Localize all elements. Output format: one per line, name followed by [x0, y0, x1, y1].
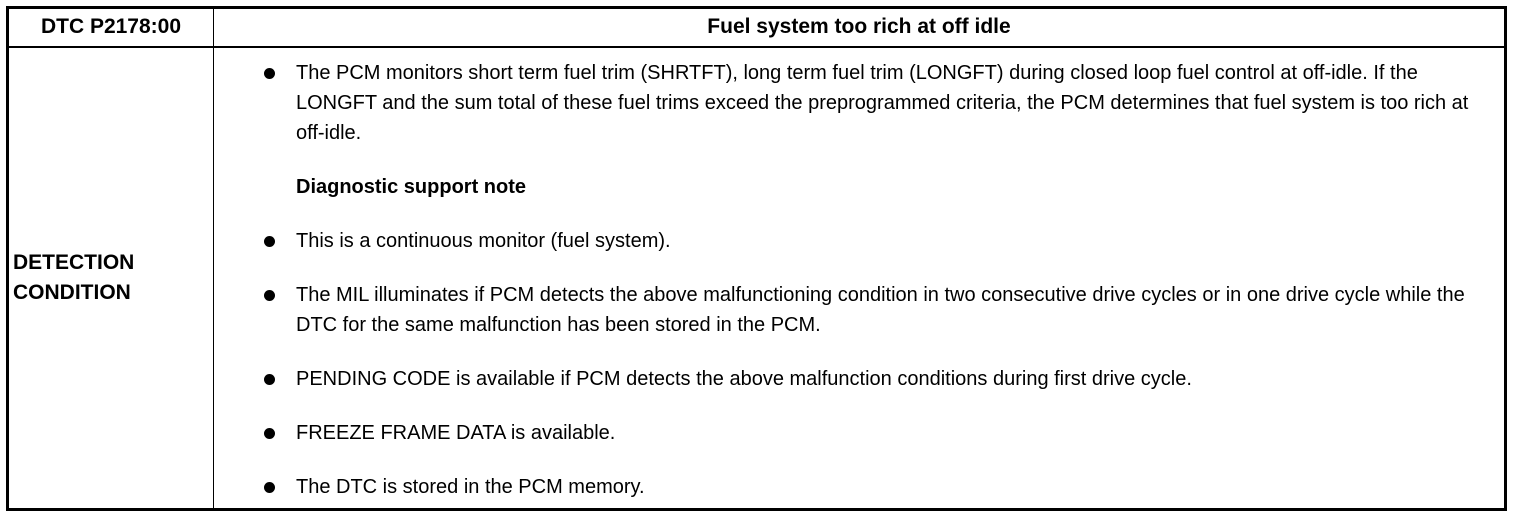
list-item-text: The DTC is stored in the PCM memory. [296, 475, 645, 498]
list-item-text: PENDING CODE is available if PCM detects the above malfunction conditions during first drive cycle. [296, 367, 1192, 390]
list-item [264, 364, 1484, 394]
diagnostic-support-note: Diagnostic support note [296, 175, 526, 198]
list-item [264, 418, 1484, 448]
list-item [264, 472, 1484, 502]
list-item-text: This is a continuous monitor (fuel system). [296, 229, 671, 252]
list-item [264, 280, 1484, 340]
dtc-title: Fuel system too rich at off idle [214, 8, 1506, 47]
bullet-dot-icon [264, 374, 275, 385]
dtc-code: DTC P2178:00 [8, 8, 214, 47]
list-item [264, 58, 1484, 148]
list-item-text: The MIL illuminates if PCM detects the above malfunctioning condition in two consecutive drive cycles or in one drive cycle while the DTC for the same malfunction has been stored in the PCM. [296, 283, 1465, 336]
dtc-table [6, 6, 1507, 511]
bullet-dot-icon [264, 236, 275, 247]
detection-condition-content [214, 47, 1506, 510]
header-row [8, 8, 1506, 47]
detection-condition-label [8, 47, 214, 510]
list-item-text: FREEZE FRAME DATA is available. [296, 421, 616, 444]
bullet-dot-icon [264, 482, 275, 493]
bullet-dot-icon [264, 68, 275, 79]
bullet-dot-icon [264, 290, 275, 301]
label-line-2: CONDITION [13, 280, 131, 304]
bullet-dot-icon [264, 428, 275, 439]
list-item [264, 226, 1484, 256]
detection-row [8, 47, 1506, 510]
list-item-text: The PCM monitors short term fuel trim (SHRTFT), long term fuel trim (LONGFT) during closed loop fuel control at off-idle. If the LONGFT and the sum total of these fuel trims exceed the preprogrammed criteria, the PCM determines that fuel system is too rich at off-idle. [296, 61, 1469, 144]
label-line-1: DETECTION [13, 250, 135, 274]
